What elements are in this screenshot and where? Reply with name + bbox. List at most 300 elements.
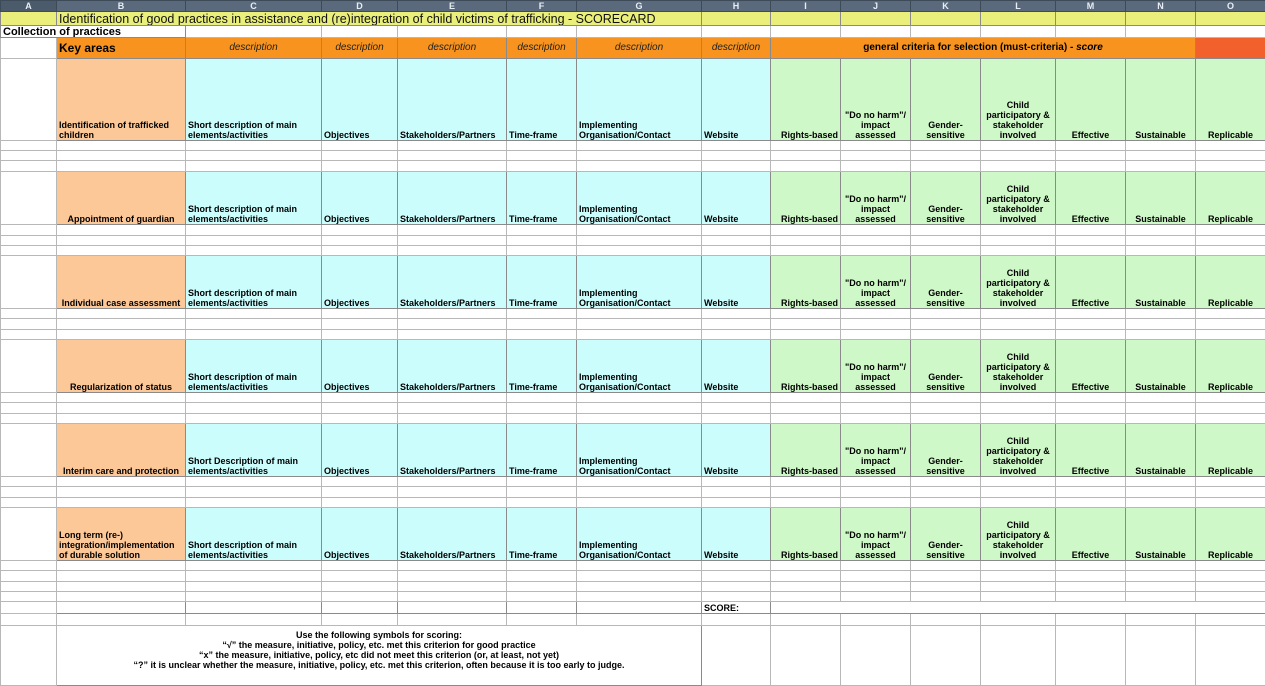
cell[interactable]: [1196, 592, 1265, 602]
cell[interactable]: [398, 161, 507, 172]
cell[interactable]: [771, 12, 841, 26]
header-description[interactable]: description: [186, 38, 322, 59]
cell[interactable]: [186, 26, 322, 38]
cell[interactable]: [57, 614, 186, 626]
cell[interactable]: [1126, 571, 1196, 582]
cell[interactable]: [1126, 309, 1196, 319]
cell[interactable]: [841, 309, 911, 319]
gender-sensitive-cell[interactable]: Gender-sensitive: [911, 172, 981, 225]
header-key-areas[interactable]: Key areas: [57, 38, 186, 59]
cell[interactable]: [186, 225, 322, 236]
cell[interactable]: [57, 602, 186, 614]
short-description-cell[interactable]: Short Description of main elements/activities: [186, 424, 322, 477]
cell[interactable]: [398, 309, 507, 319]
cell[interactable]: [186, 592, 322, 602]
cell[interactable]: [577, 592, 702, 602]
effective-cell[interactable]: Effective: [1056, 59, 1126, 141]
cell[interactable]: [57, 393, 186, 403]
sustainable-cell[interactable]: Sustainable: [1126, 59, 1196, 141]
cell[interactable]: [1126, 330, 1196, 340]
key-area-label[interactable]: Interim care and protection: [57, 424, 186, 477]
cell[interactable]: [57, 414, 186, 424]
cell[interactable]: [702, 151, 771, 161]
cell[interactable]: [398, 26, 507, 38]
implementing-org-cell[interactable]: Implementing Organisation/Contact: [577, 59, 702, 141]
cell[interactable]: [398, 602, 507, 614]
cell[interactable]: [771, 246, 841, 256]
cell[interactable]: [577, 161, 702, 172]
cell[interactable]: [1196, 246, 1265, 256]
cell[interactable]: [57, 151, 186, 161]
cell[interactable]: [1126, 582, 1196, 592]
timeframe-cell[interactable]: Time-frame: [507, 59, 577, 141]
cell[interactable]: [186, 141, 322, 151]
cell[interactable]: [507, 161, 577, 172]
cell[interactable]: [841, 561, 911, 571]
cell[interactable]: [398, 319, 507, 330]
child-participatory-cell[interactable]: Child participatory & stakeholder involved: [981, 172, 1056, 225]
cell[interactable]: [322, 236, 398, 246]
cell[interactable]: [1, 602, 57, 614]
cell[interactable]: [1, 571, 57, 582]
cell[interactable]: [507, 498, 577, 508]
cell[interactable]: [1126, 592, 1196, 602]
cell[interactable]: [1, 330, 57, 340]
cell[interactable]: [507, 487, 577, 498]
cell[interactable]: [841, 236, 911, 246]
cell[interactable]: [981, 319, 1056, 330]
cell[interactable]: [771, 141, 841, 151]
cell[interactable]: [1196, 477, 1265, 487]
timeframe-cell[interactable]: Time-frame: [507, 256, 577, 309]
cell[interactable]: [1126, 414, 1196, 424]
cell[interactable]: [322, 393, 398, 403]
cell[interactable]: [981, 582, 1056, 592]
effective-cell[interactable]: Effective: [1056, 340, 1126, 393]
cell[interactable]: [702, 498, 771, 508]
cell[interactable]: [771, 309, 841, 319]
cell[interactable]: [57, 330, 186, 340]
cell[interactable]: [507, 151, 577, 161]
key-area-label[interactable]: Regularization of status: [57, 340, 186, 393]
replicable-cell[interactable]: Replicable: [1196, 340, 1265, 393]
cell[interactable]: [577, 582, 702, 592]
effective-cell[interactable]: Effective: [1056, 256, 1126, 309]
do-no-harm-cell[interactable]: "Do no harm"/ impact assessed: [841, 508, 911, 561]
cell[interactable]: [1, 319, 57, 330]
cell[interactable]: [981, 561, 1056, 571]
cell[interactable]: [398, 477, 507, 487]
cell[interactable]: [322, 309, 398, 319]
cell[interactable]: [702, 582, 771, 592]
cell[interactable]: [911, 309, 981, 319]
cell[interactable]: [841, 592, 911, 602]
effective-cell[interactable]: Effective: [1056, 508, 1126, 561]
cell[interactable]: [186, 614, 322, 626]
cell[interactable]: [57, 487, 186, 498]
cell[interactable]: [702, 319, 771, 330]
cell[interactable]: [507, 309, 577, 319]
cell[interactable]: [398, 393, 507, 403]
cell[interactable]: [577, 414, 702, 424]
cell[interactable]: [507, 403, 577, 414]
cell[interactable]: [841, 477, 911, 487]
cell[interactable]: [771, 498, 841, 508]
cell[interactable]: [57, 236, 186, 246]
child-participatory-cell[interactable]: Child participatory & stakeholder involved: [981, 508, 1056, 561]
header-description[interactable]: description: [398, 38, 507, 59]
cell[interactable]: [981, 487, 1056, 498]
cell[interactable]: [702, 487, 771, 498]
cell[interactable]: [186, 498, 322, 508]
column-header-C[interactable]: C: [186, 1, 322, 12]
cell[interactable]: [771, 330, 841, 340]
cell[interactable]: [1056, 330, 1126, 340]
stakeholders-cell[interactable]: Stakeholders/Partners: [398, 508, 507, 561]
column-header-B[interactable]: B: [57, 1, 186, 12]
cell[interactable]: [1, 236, 57, 246]
cell[interactable]: [577, 561, 702, 571]
cell[interactable]: [1056, 487, 1126, 498]
cell[interactable]: [1, 614, 57, 626]
cell[interactable]: [771, 26, 841, 38]
cell[interactable]: [1, 340, 57, 393]
sustainable-cell[interactable]: Sustainable: [1126, 508, 1196, 561]
timeframe-cell[interactable]: Time-frame: [507, 508, 577, 561]
implementing-org-cell[interactable]: Implementing Organisation/Contact: [577, 508, 702, 561]
cell[interactable]: [841, 246, 911, 256]
cell[interactable]: [841, 26, 911, 38]
cell[interactable]: [702, 246, 771, 256]
cell[interactable]: [911, 592, 981, 602]
cell[interactable]: [322, 246, 398, 256]
short-description-cell[interactable]: Short description of main elements/activities: [186, 508, 322, 561]
cell[interactable]: [911, 614, 981, 626]
cell[interactable]: [702, 225, 771, 236]
cell[interactable]: [577, 393, 702, 403]
cell[interactable]: [1126, 246, 1196, 256]
short-description-cell[interactable]: Short description of main elements/activities: [186, 256, 322, 309]
rights-based-cell[interactable]: Rights-based: [771, 256, 841, 309]
objectives-cell[interactable]: Objectives: [322, 424, 398, 477]
cell[interactable]: [322, 571, 398, 582]
cell[interactable]: [1196, 582, 1265, 592]
cell[interactable]: [1, 477, 57, 487]
cell[interactable]: [1126, 614, 1196, 626]
cell[interactable]: [771, 614, 841, 626]
cell[interactable]: [57, 571, 186, 582]
sheet-title[interactable]: Identification of good practices in assistance and (re)integration of child victims of trafficking - SCORECARD: [57, 12, 702, 26]
cell[interactable]: [771, 393, 841, 403]
cell[interactable]: [771, 151, 841, 161]
cell[interactable]: [702, 414, 771, 424]
cell[interactable]: [771, 161, 841, 172]
cell[interactable]: [57, 592, 186, 602]
cell[interactable]: [841, 571, 911, 582]
cell[interactable]: [981, 225, 1056, 236]
objectives-cell[interactable]: Objectives: [322, 508, 398, 561]
cell[interactable]: [507, 319, 577, 330]
timeframe-cell[interactable]: Time-frame: [507, 340, 577, 393]
short-description-cell[interactable]: Short description of main elements/activities: [186, 59, 322, 141]
column-header-A[interactable]: A: [1, 1, 57, 12]
cell[interactable]: [1196, 330, 1265, 340]
cell[interactable]: [398, 246, 507, 256]
cell[interactable]: [702, 330, 771, 340]
cell[interactable]: [57, 309, 186, 319]
cell[interactable]: [841, 414, 911, 424]
cell[interactable]: [1126, 225, 1196, 236]
cell[interactable]: [398, 498, 507, 508]
cell[interactable]: [1, 403, 57, 414]
website-cell[interactable]: Website: [702, 340, 771, 393]
cell[interactable]: [577, 246, 702, 256]
cell[interactable]: [57, 161, 186, 172]
cell[interactable]: [57, 582, 186, 592]
cell[interactable]: [322, 161, 398, 172]
cell[interactable]: [911, 582, 981, 592]
gender-sensitive-cell[interactable]: Gender-sensitive: [911, 256, 981, 309]
cell[interactable]: [1, 582, 57, 592]
cell[interactable]: [1126, 12, 1196, 26]
cell[interactable]: [1056, 393, 1126, 403]
sustainable-cell[interactable]: Sustainable: [1126, 256, 1196, 309]
cell[interactable]: [186, 236, 322, 246]
cell[interactable]: [322, 141, 398, 151]
cell[interactable]: [1196, 614, 1265, 626]
cell[interactable]: [577, 614, 702, 626]
cell[interactable]: [398, 414, 507, 424]
cell[interactable]: [1, 141, 57, 151]
do-no-harm-cell[interactable]: "Do no harm"/ impact assessed: [841, 172, 911, 225]
cell[interactable]: [577, 602, 702, 614]
cell[interactable]: [1056, 477, 1126, 487]
cell[interactable]: [577, 498, 702, 508]
sustainable-cell[interactable]: Sustainable: [1126, 340, 1196, 393]
do-no-harm-cell[interactable]: "Do no harm"/ impact assessed: [841, 340, 911, 393]
score-label[interactable]: SCORE:: [702, 602, 771, 614]
column-header-N[interactable]: N: [1126, 1, 1196, 12]
cell[interactable]: [771, 403, 841, 414]
cell[interactable]: [841, 161, 911, 172]
cell[interactable]: [981, 498, 1056, 508]
cell[interactable]: [1056, 309, 1126, 319]
implementing-org-cell[interactable]: Implementing Organisation/Contact: [577, 172, 702, 225]
cell[interactable]: [1056, 12, 1126, 26]
cell[interactable]: [771, 561, 841, 571]
cell[interactable]: [911, 151, 981, 161]
gender-sensitive-cell[interactable]: Gender-sensitive: [911, 508, 981, 561]
cell[interactable]: [702, 477, 771, 487]
cell[interactable]: [911, 26, 981, 38]
cell[interactable]: [398, 236, 507, 246]
cell[interactable]: [702, 161, 771, 172]
do-no-harm-cell[interactable]: "Do no harm"/ impact assessed: [841, 256, 911, 309]
cell[interactable]: [1196, 236, 1265, 246]
cell[interactable]: [577, 477, 702, 487]
replicable-cell[interactable]: Replicable: [1196, 59, 1265, 141]
cell[interactable]: [1196, 309, 1265, 319]
replicable-cell[interactable]: Replicable: [1196, 508, 1265, 561]
key-area-label[interactable]: Long term (re-) integration/implementation of durable solution: [57, 508, 186, 561]
cell[interactable]: [981, 393, 1056, 403]
cell[interactable]: [1196, 225, 1265, 236]
cell[interactable]: [1, 561, 57, 571]
key-area-label[interactable]: Appointment of guardian: [57, 172, 186, 225]
cell[interactable]: [398, 403, 507, 414]
cell[interactable]: [981, 330, 1056, 340]
stakeholders-cell[interactable]: Stakeholders/Partners: [398, 340, 507, 393]
cell[interactable]: [322, 487, 398, 498]
cell[interactable]: [507, 592, 577, 602]
cell[interactable]: [57, 477, 186, 487]
cell[interactable]: [186, 151, 322, 161]
cell[interactable]: [1126, 487, 1196, 498]
cell[interactable]: [1126, 141, 1196, 151]
cell[interactable]: [981, 141, 1056, 151]
cell[interactable]: [1056, 582, 1126, 592]
replicable-cell[interactable]: Replicable: [1196, 424, 1265, 477]
cell[interactable]: [1126, 477, 1196, 487]
cell[interactable]: [702, 614, 771, 626]
replicable-cell[interactable]: Replicable: [1196, 256, 1265, 309]
cell[interactable]: [1196, 393, 1265, 403]
cell[interactable]: [702, 309, 771, 319]
cell[interactable]: [186, 561, 322, 571]
cell[interactable]: [911, 319, 981, 330]
website-cell[interactable]: Website: [702, 508, 771, 561]
cell[interactable]: [398, 582, 507, 592]
cell[interactable]: [322, 582, 398, 592]
implementing-org-cell[interactable]: Implementing Organisation/Contact: [577, 424, 702, 477]
cell[interactable]: [981, 477, 1056, 487]
cell[interactable]: [1196, 571, 1265, 582]
timeframe-cell[interactable]: Time-frame: [507, 172, 577, 225]
cell[interactable]: [507, 571, 577, 582]
cell[interactable]: [577, 487, 702, 498]
cell[interactable]: [702, 26, 771, 38]
cell[interactable]: [771, 477, 841, 487]
cell[interactable]: [57, 561, 186, 571]
cell[interactable]: [841, 330, 911, 340]
cell[interactable]: [186, 602, 322, 614]
stakeholders-cell[interactable]: Stakeholders/Partners: [398, 256, 507, 309]
cell[interactable]: [911, 161, 981, 172]
cell[interactable]: [1, 309, 57, 319]
cell[interactable]: [57, 319, 186, 330]
cell[interactable]: [398, 487, 507, 498]
cell[interactable]: [186, 246, 322, 256]
cell[interactable]: [507, 141, 577, 151]
cell[interactable]: [1056, 225, 1126, 236]
cell[interactable]: [1056, 246, 1126, 256]
cell[interactable]: [981, 26, 1056, 38]
cell[interactable]: [1196, 38, 1265, 59]
cell[interactable]: [1, 424, 57, 477]
cell[interactable]: [911, 403, 981, 414]
column-header-L[interactable]: L: [981, 1, 1056, 12]
cell[interactable]: [1196, 12, 1265, 26]
cell[interactable]: [398, 151, 507, 161]
cell[interactable]: [1, 151, 57, 161]
cell[interactable]: [771, 571, 841, 582]
score-value-cell[interactable]: [771, 602, 1265, 614]
header-description[interactable]: description: [702, 38, 771, 59]
cell[interactable]: [771, 592, 841, 602]
cell[interactable]: [1196, 141, 1265, 151]
cell[interactable]: [186, 330, 322, 340]
cell[interactable]: [322, 498, 398, 508]
cell[interactable]: [1, 59, 57, 141]
gender-sensitive-cell[interactable]: Gender-sensitive: [911, 424, 981, 477]
cell[interactable]: [398, 141, 507, 151]
cell[interactable]: [186, 161, 322, 172]
header-description[interactable]: description: [507, 38, 577, 59]
cell[interactable]: [1196, 403, 1265, 414]
cell[interactable]: [186, 487, 322, 498]
cell[interactable]: [911, 414, 981, 424]
column-header-G[interactable]: G: [577, 1, 702, 12]
column-header-D[interactable]: D: [322, 1, 398, 12]
cell[interactable]: [507, 582, 577, 592]
cell[interactable]: [702, 141, 771, 151]
cell[interactable]: [981, 592, 1056, 602]
objectives-cell[interactable]: Objectives: [322, 172, 398, 225]
cell[interactable]: [841, 403, 911, 414]
cell[interactable]: [577, 319, 702, 330]
cell[interactable]: [1, 161, 57, 172]
gender-sensitive-cell[interactable]: Gender-sensitive: [911, 340, 981, 393]
cell[interactable]: [1056, 161, 1126, 172]
cell[interactable]: [1126, 403, 1196, 414]
rights-based-cell[interactable]: Rights-based: [771, 508, 841, 561]
cell[interactable]: [577, 309, 702, 319]
cell[interactable]: [1056, 403, 1126, 414]
cell[interactable]: [1126, 393, 1196, 403]
header-criteria[interactable]: [771, 38, 1196, 59]
cell[interactable]: [1056, 561, 1126, 571]
cell[interactable]: [398, 225, 507, 236]
column-header-F[interactable]: F: [507, 1, 577, 12]
cell[interactable]: [1126, 498, 1196, 508]
cell[interactable]: [1126, 26, 1196, 38]
cell[interactable]: [577, 571, 702, 582]
cell[interactable]: [1, 172, 57, 225]
cell[interactable]: [577, 141, 702, 151]
cell[interactable]: [771, 236, 841, 246]
cell[interactable]: [702, 236, 771, 246]
cell[interactable]: [1126, 561, 1196, 571]
cell[interactable]: [1196, 487, 1265, 498]
cell[interactable]: [577, 403, 702, 414]
cell[interactable]: [702, 561, 771, 571]
cell[interactable]: [1196, 561, 1265, 571]
cell[interactable]: [981, 236, 1056, 246]
cell[interactable]: [507, 561, 577, 571]
cell[interactable]: [322, 319, 398, 330]
objectives-cell[interactable]: Objectives: [322, 59, 398, 141]
rights-based-cell[interactable]: Rights-based: [771, 424, 841, 477]
cell[interactable]: [1056, 26, 1126, 38]
header-description[interactable]: description: [577, 38, 702, 59]
sheet-subtitle[interactable]: Collection of practices: [1, 26, 186, 38]
cell[interactable]: [577, 225, 702, 236]
do-no-harm-cell[interactable]: "Do no harm"/ impact assessed: [841, 59, 911, 141]
cell[interactable]: [1, 508, 57, 561]
cell[interactable]: [1126, 236, 1196, 246]
cell[interactable]: [507, 393, 577, 403]
cell[interactable]: [507, 330, 577, 340]
